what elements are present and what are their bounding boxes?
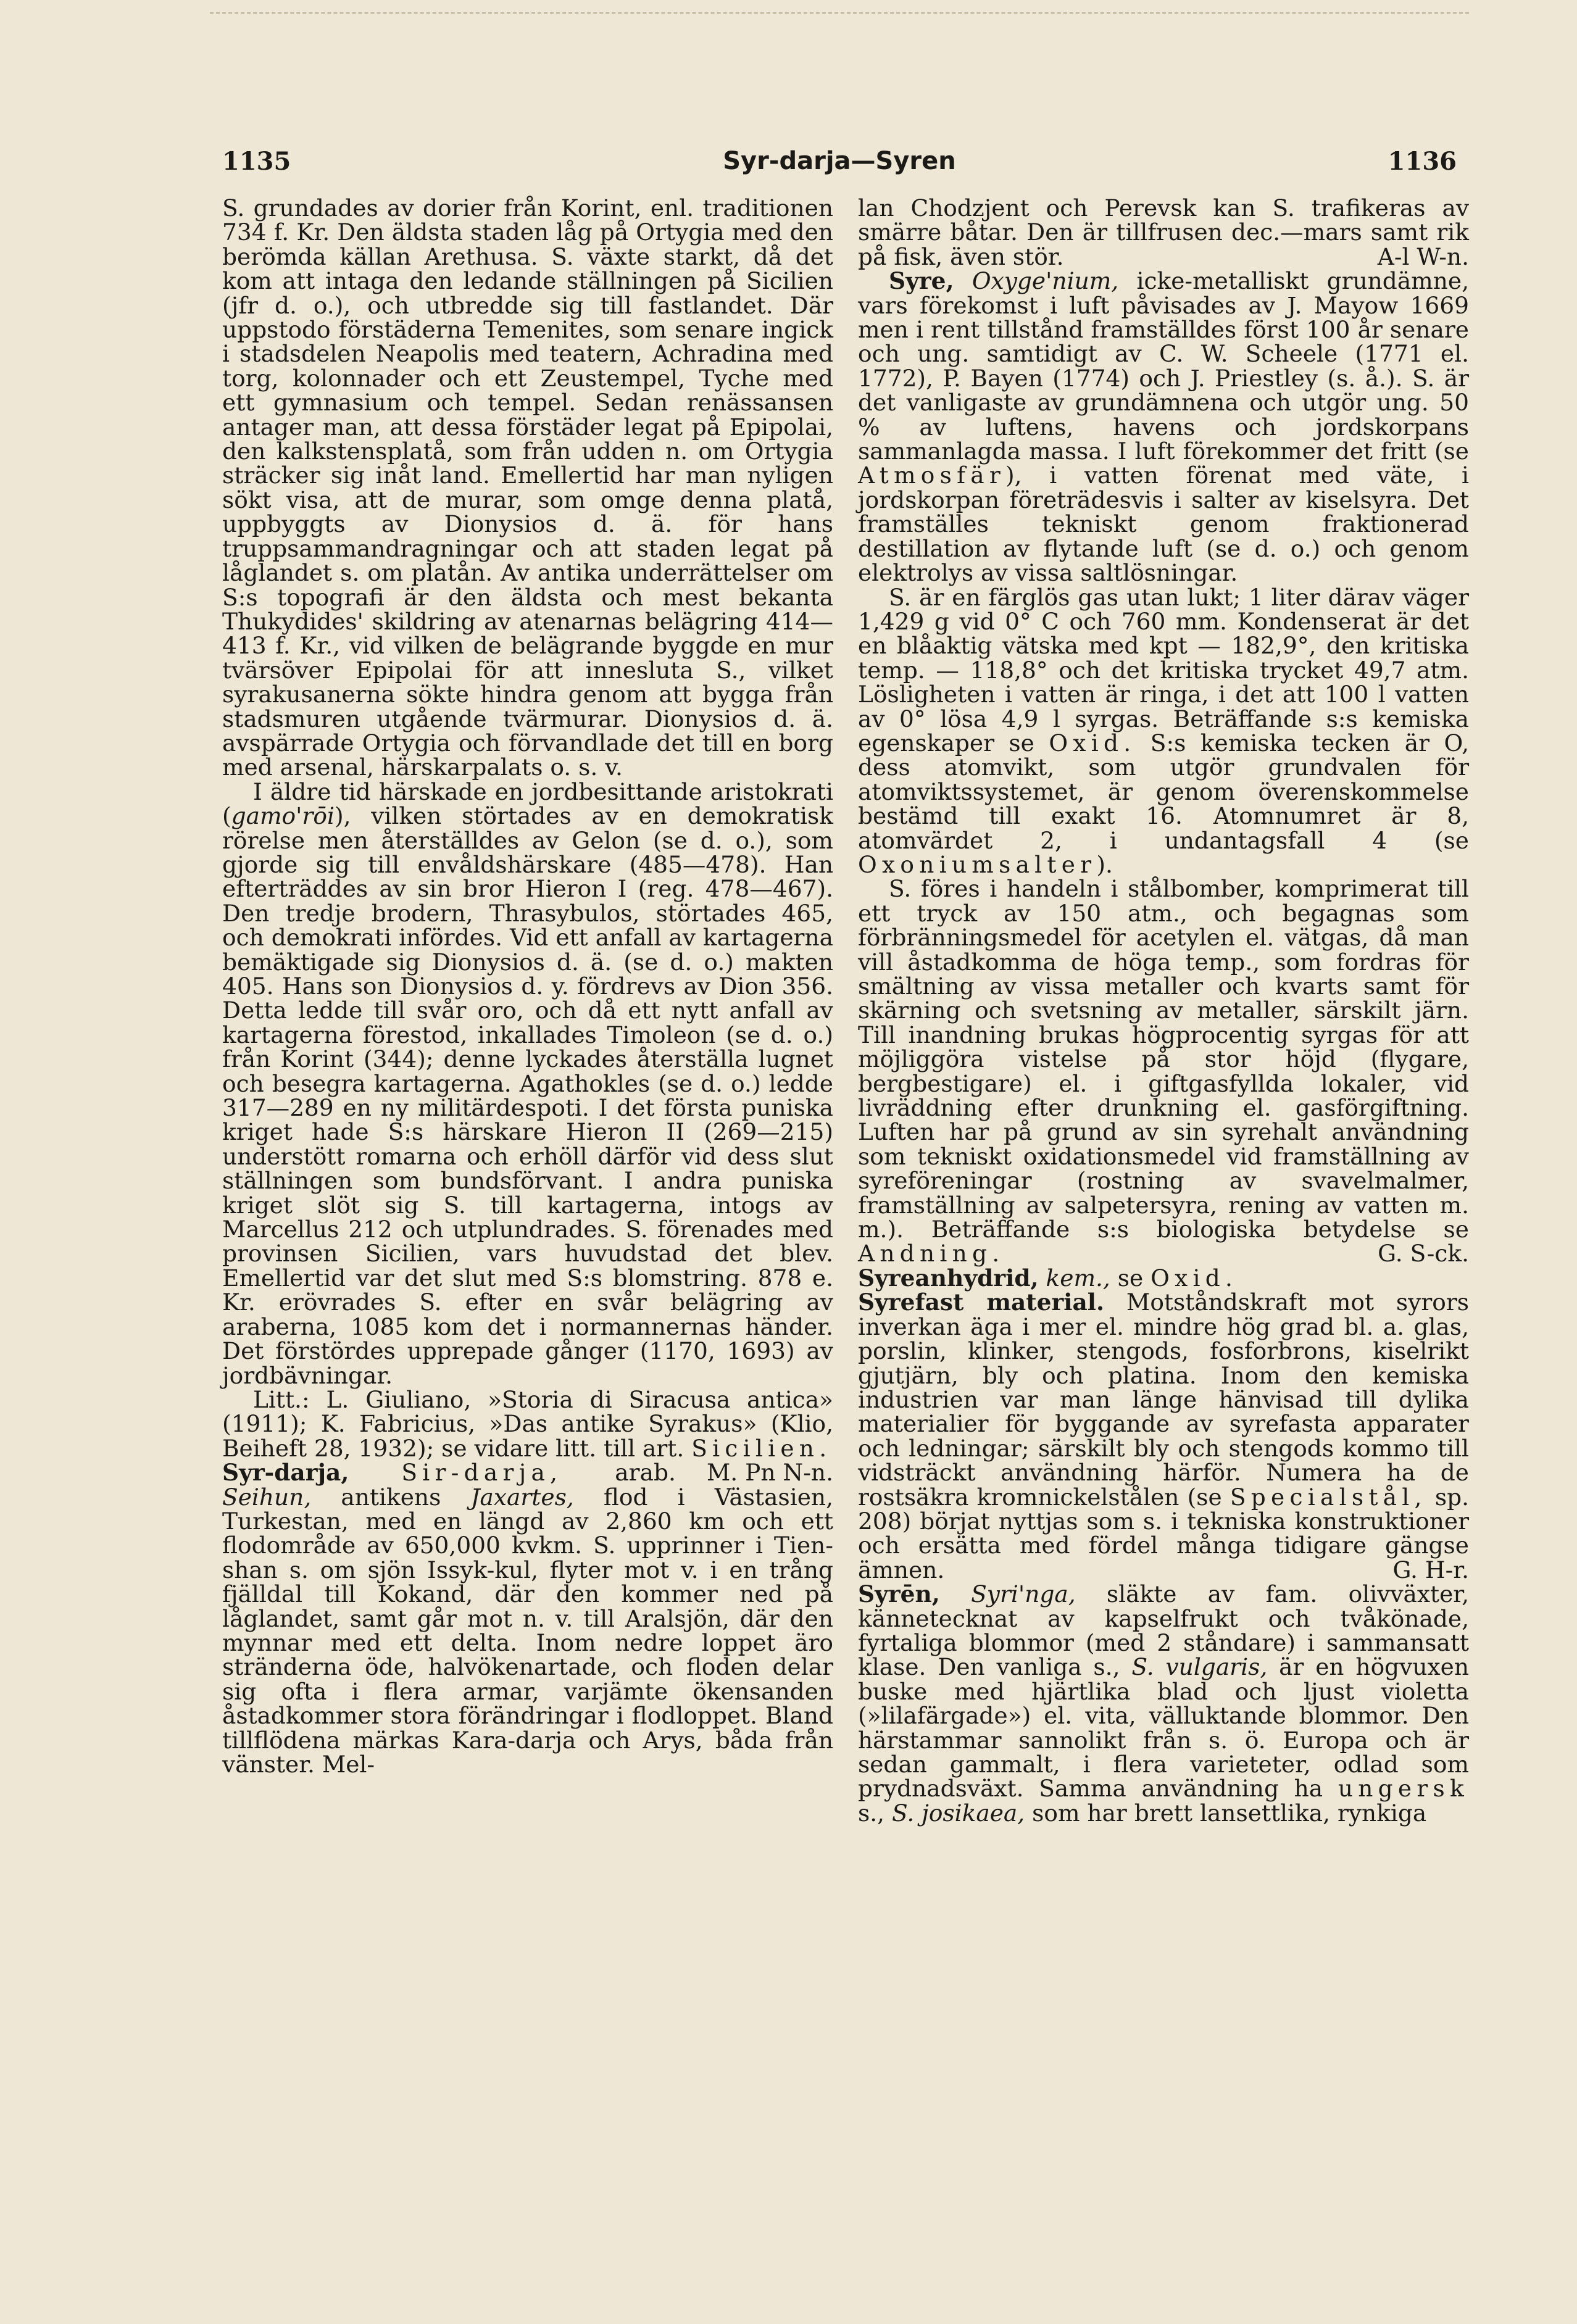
latin-syringa: Syri'nga,: [971, 1580, 1076, 1608]
syre-paragraph-2: [858, 583, 1469, 878]
species-vulgaris: S. vulgaris,: [1131, 1653, 1268, 1681]
species-josikaea: S. josikaea,: [892, 1799, 1025, 1827]
entry-syreanhydrid: [858, 1266, 1469, 1290]
headword-syrefast-material: Syrefast material.: [858, 1289, 1105, 1316]
headword-syren: Syrēn,: [858, 1580, 940, 1608]
headword-syre: Syre,: [889, 267, 954, 295]
ref-oxid-2: Oxid.: [1151, 1264, 1238, 1292]
entry-syr-darja: [222, 1461, 833, 1777]
syrakusa-paragraph-1: S. grundades av dorier från Korint, enl. traditionen 734 f. Kr. Den äldsta staden låg på Ortygia med den berömda källan Arethusa. S. växte starkt, då det kom att intaga den ledande ställningen på Sicilien (jfr d. o.), och utbredde sig till fastlandet. Där uppstodo förstäderna Temenites, som senare ingick i stadsdelen Neapolis med teatern, Achradina med torg, kolonnader och ett Zeustempel, Tyche med ett gymnasium och tempel. Sedan renässansen antager man, att dessa förstäder legat på Epipolai, den kalkstensplatå, som från udden n. om Ortygia sträcker sig inåt land. Emellertid har man nyligen sökt visa, att de murar, som omge denna platå, uppbyggts av Dionysios d. ä. för hans truppsammandragningar och att staden legat på låglandet s. om platån. Av antika underrättelser om S:s topografi är den äldsta och mest bekanta Thukydides' skildring av atenarnas belägring 414—413 f. Kr., vid vilken de belägrande byggde en mur tvärsöver Epipolai för att innesluta S., vilket syrakusanerna sökte hindra genom att bygga från stadsmuren utgående tvärmurar. Dionysios d. ä. avspärrade Ortygia och förvandlade det till en borg med arsenal, härskarpalats o. s. v.: [222, 194, 833, 781]
label-kem: kem.,: [1046, 1264, 1110, 1292]
syr-darja-text-c: flod i Västasien, Turkestan, med en längd av 2,860 km och ett flodområde av 650,000 kvkm. S. upprinner i Tien-shan s. om sjön Issyk-kul, flyter mot v. i en trång fjälldal till Kokand, där den kommer ned på låglandet, samt går mot n. v. till Aralsjön, där den mynnar med ett delta. Inom nedre loppet äro stränderna öde, halvökenartade, och floden delar sig ofta i flera armar, varjämte ökensanden åstadkommer stora förändringar i flodloppet. Bland tillflödena märkas Kara-darja och Arys, båda från vänster. Mel-: [222, 1483, 833, 1778]
ref-oxid: Oxid.: [1049, 729, 1136, 757]
syre-p2-text-c: ).: [1096, 850, 1113, 878]
ref-andning: Andning.: [858, 1240, 1005, 1268]
term-ungersk: ungersk: [1338, 1775, 1469, 1803]
syrakusa-p2-text-b: ), vilken störtades av en demokratisk rörelse men återställdes av Gelon (se d. o.), som gjorde sig till envåldshärskare (485—478). Han efterträddes av sin bror Hieron I (reg. 478—467). Den tredje brodern, Thrasybulos, störtades 465, och demokrati infördes. Vid ett anfall av kartagerna bemäktigade sig Dionysios d. ä. (se d. o.) makten 405. Hans son Dionysios d. y. fördrevs av Dion 356. Detta ledde till svår oro, och då ett nytt anfall av kartagerna förestod, inkallades Timoleon (se d. o.) från Korint (344); denne lyckades återställa lugnet och besegra kartagerna. Agathokles (se d. o.) ledde 317—289 en ny militärdespoti. I det första puniska kriget hade S:s härskare Hieron II (269—215) understött romarna och erhöll därför vid dess slut ställningen som bundsförvant. I andra puniska kriget slöt sig S. till kartagerna, intogs av Marcellus 212 och utplundrades. S. förenades med provinsen Sicilien, vars huvudstad det blev. Emellertid var det slut med S:s blomstring. 878 e. Kr. erövrades S. efter en svår belägring av araberna, 1085 kom det i normannernas händer. Det förstördes upprepade gånger (1170, 1693) av jordbävningar.: [222, 802, 833, 1389]
term-seihun: Seihun,: [222, 1483, 312, 1511]
syr-darja-text-b: antikens: [311, 1483, 471, 1511]
page-number-left: 1135: [222, 147, 291, 176]
ref-atmosfar: Atmosfär: [858, 462, 1006, 489]
syre-p2-text-b: S:s kemiska tecken är O, dess atomvikt, som utgör grundvalen för atomviktssystemet, är genom överenskommelse bestämd till exakt 16. Atomnumret är 8, atomvärdet 2, i undantagsfall 4 (se: [858, 729, 1469, 854]
author-signature: A-l W-n.: [1377, 243, 1469, 270]
page-number-right: 1136: [1388, 147, 1457, 176]
syr-darja-spaced: Sir-darja,: [401, 1459, 563, 1487]
latin-oxygenium: Oxyge'nium,: [972, 267, 1119, 295]
gamoroi-term: gamo'rōi: [231, 802, 335, 830]
syre-p3-text: S. föres i handeln i stålbomber, komprimerat till ett tryck av 150 atm., och begagnas som förbränningsmedel för acetylen el. vätgas, då man vill åstadkomma de höga temp., som fordras för smältning av vissa metaller och kvarts samt för skärning och svetsning av metaller, särskilt järn. Till inandning brukas högprocentig syrgas för att möjliggöra vistelse på stor höjd (flygare, bergbestigare) el. i giftgasfyllda lokaler, vid livräddning efter drunkning el. gasförgiftning. Luften har på grund av sin syrehalt användning som tekniskt oxidationsmedel vid framställning av syreföreningar (rostning av svavelmalmer, framställning av salpetersyra, rening av vatten m. m.). Beträffande s:s biologiska betydelse se: [858, 875, 1469, 1243]
syre-paragraph-3: [858, 877, 1469, 1266]
author-signature: G. H-r.: [1392, 1556, 1469, 1583]
syr-darja-continuation: [858, 196, 1469, 269]
ref-oxoniumsalter: Oxoniumsalter: [858, 850, 1097, 878]
entry-syrefast-material: [858, 1290, 1469, 1582]
headword-syreanhydrid: Syreanhydrid,: [858, 1264, 1039, 1292]
entry-syren: [858, 1582, 1469, 1825]
ref-specialstal: Specialstål,: [1230, 1483, 1427, 1511]
syrefast-text-a: Motståndskraft mot syrors inverkan äga i mer el. mindre hög grad bl. a. glas, porslin, klinker, stengods, fosforbrons, kiselrikt gjutjärn, bly och platina. Inom den kemiska industrien var man länge hänvisad till dylika materialier för byggande av syrefasta apparater och ledningar; särskilt bly och stengods kommo till vidsträckt användning härför. Numera ha de rostsäkra kromnickelstålen (se: [858, 1289, 1469, 1511]
syrakusa-litt-text: Litt.: L. Giuliano, »Storia di Siracusa antica» (1911); K. Fabricius, »Das antike Syrakus» (Klio, Beiheft 28, 1932); se vidare litt. till art.: [222, 1385, 833, 1462]
left-column: [222, 196, 833, 1777]
author-signature: M. Pn N-n.: [706, 1459, 833, 1487]
syr-darja-cont-text: lan Chodzjent och Perevsk kan S. trafikeras av smärre båtar. Den är tillfrusen dec.—mars samt rik på fisk, även stör.: [858, 194, 1469, 270]
syrakusa-p2-text-a: I äldre tid härskade en jordbesittande aristokrati (: [222, 778, 833, 830]
syre-text-a: icke-metalliskt grundämne, vars förekomst i luft påvisades av J. Mayow 1669 men i rent tillstånd framställdes först 100 år senare och ung. samtidigt av C. W. Scheele (1771 el. 1772), P. Bayen (1774) och J. Priestley (s. å.). S. är det vanligaste av grundämnena och utgör ung. 50 % av luftens, havens och jordskorpans sammanlagda massa. I luft förekommer det fritt (se: [858, 267, 1469, 465]
running-title: Syr-darja—Syren: [723, 147, 956, 175]
syren-text-b: är en högvuxen buske med hjärtlika blad och ljust violetta (»lilafärgade») el. vita, välluktande blommor. Den härstammar sannolikt från s. ö. Europa och är sedan gammalt, i flera varieteter, odlad som prydnadsväxt. Samma användning ha: [858, 1653, 1469, 1803]
syr-darja-text-a: arab.: [562, 1459, 676, 1487]
syren-text-d: som har brett lansettlika, rynkiga: [1025, 1799, 1427, 1827]
syrefast-text-b: sp. 208) börjat nyttjas som s. i tekniska konstruktioner och ersätta med fördel många tidigare gängse ämnen.: [858, 1483, 1470, 1583]
syreanhydrid-text: se: [1110, 1264, 1151, 1292]
author-signature: G. S-ck.: [1378, 1240, 1469, 1268]
entry-syre: [858, 269, 1469, 585]
page-header: [222, 147, 1457, 184]
syre-text-b: ), i vatten förenat med väte, i jordskorpan företrädesvis i salter av kiselsyra. Det framställes tekniskt genom fraktionerad destillation av flytande luft (se d. o.) och genom elektrolys av vissa saltlösningar.: [858, 462, 1469, 587]
top-perforation-line: [210, 12, 1469, 14]
syrakusa-paragraph-2: [222, 780, 833, 1388]
headword-syr-darja: Syr-darja,: [222, 1459, 349, 1487]
syren-text-a: släkte av fam. olivväxter, kännetecknat av kapselfrukt och tvåkönade, fyrtaliga blommor (med 2 ståndare) i sammansatt klase. Den vanliga s.,: [858, 1580, 1470, 1681]
term-jaxartes: Jaxartes,: [470, 1483, 574, 1511]
right-column: [858, 196, 1469, 1825]
syren-text-c: s.,: [858, 1799, 893, 1827]
syre-p2-text-a: S. är en färglös gas utan lukt; 1 liter därav väger 1,429 g vid 0° C och 760 mm. Kondenserat är det en blåaktig vätska med kpt — 182,9°, den kritiska temp. — 118,8° och det kritiska trycket 49,7 atm. Lösligheten i vatten är ringa, i det att 100 l vatten av 0° lösa 4,9 l syrgas. Beträffande s:s kemiska egenskaper se: [858, 583, 1469, 757]
ref-sicilien: Sicilien.: [691, 1434, 832, 1462]
